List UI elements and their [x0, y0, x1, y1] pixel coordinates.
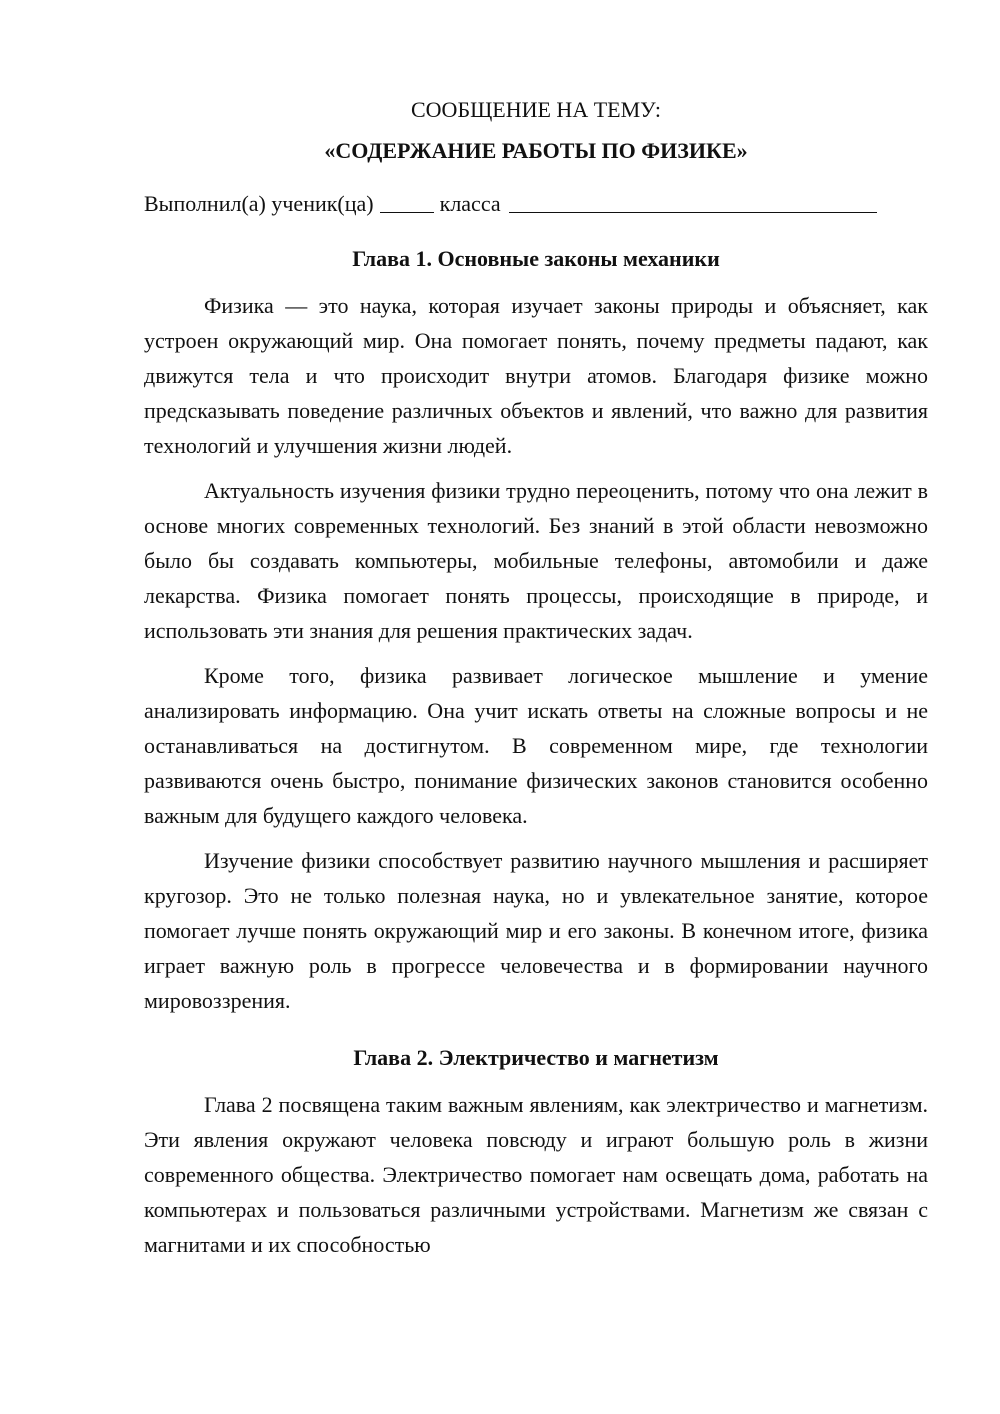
- chapter-2: [144, 1040, 928, 1262]
- chapter-1-paragraph-3: Кроме того, физика развивает логическое мышление и умение анализировать информацию. Она учит искать ответы на сложные вопросы и не останавливаться на достигнутом. В современном мире, где технологии развиваются очень быстро, понимание физических законов становится особенно важным для будущего каждого человека.: [144, 663, 928, 828]
- author-prefix: Выполнил(а) ученик(ца): [144, 191, 374, 216]
- school-blank-field: [509, 190, 877, 213]
- document-title-line-1: СООБЩЕНИЕ НА ТЕМУ:: [411, 97, 661, 122]
- chapter-1-paragraph-1: Физика — это наука, которая изучает законы природы и объясняет, как устроен окружающий мир. Она помогает понять, почему предметы падают, как движутся тела и что происходит внутри атомов. Благодаря физике можно предсказывать поведение различных объектов и явлений, что важно для развития технологий и улучшения жизни людей.: [144, 293, 928, 458]
- chapter-1-paragraph-4: Изучение физики способствует развитию научного мышления и расширяет кругозор. Это не только полезная наука, но и увлекательное занятие, которое помогает лучше понять окружающий мир и его законы. В конечном итоге, физика играет важную роль в прогрессе человечества и в формировании научного мировоззрения.: [144, 848, 928, 1013]
- chapter-1: [144, 241, 928, 1018]
- chapter-1-heading: Глава 1. Основные законы механики: [352, 246, 720, 271]
- author-line: [144, 186, 928, 221]
- chapter-1-paragraph-2: Актуальность изучения физики трудно переоценить, потому что она лежит в основе многих современных технологий. Без знаний в этой области невозможно было бы создавать компьютеры, мобильные телефоны, автомобили и даже лекарства. Физика помогает понять процессы, происходящие в природе, и использовать эти знания для решения практических задач.: [144, 478, 928, 643]
- chapter-2-paragraph-1: Глава 2 посвящена таким важным явлениям, как электричество и магнетизм. Эти явления окружают человека повсюду и играют большую роль в жизни современного общества. Электричество помогает нам освещать дома, работать на компьютерах и пользоваться различными устройствами. Магнетизм же связан с магнитами и их способностью: [144, 1092, 928, 1257]
- document-body: [144, 92, 928, 1272]
- chapter-2-heading: Глава 2. Электричество и магнетизм: [353, 1045, 719, 1070]
- document-title-line-2: «СОДЕРЖАНИЕ РАБОТЫ ПО ФИЗИКЕ»: [324, 138, 748, 163]
- class-label: класса: [439, 191, 501, 216]
- class-blank-field: [380, 190, 434, 213]
